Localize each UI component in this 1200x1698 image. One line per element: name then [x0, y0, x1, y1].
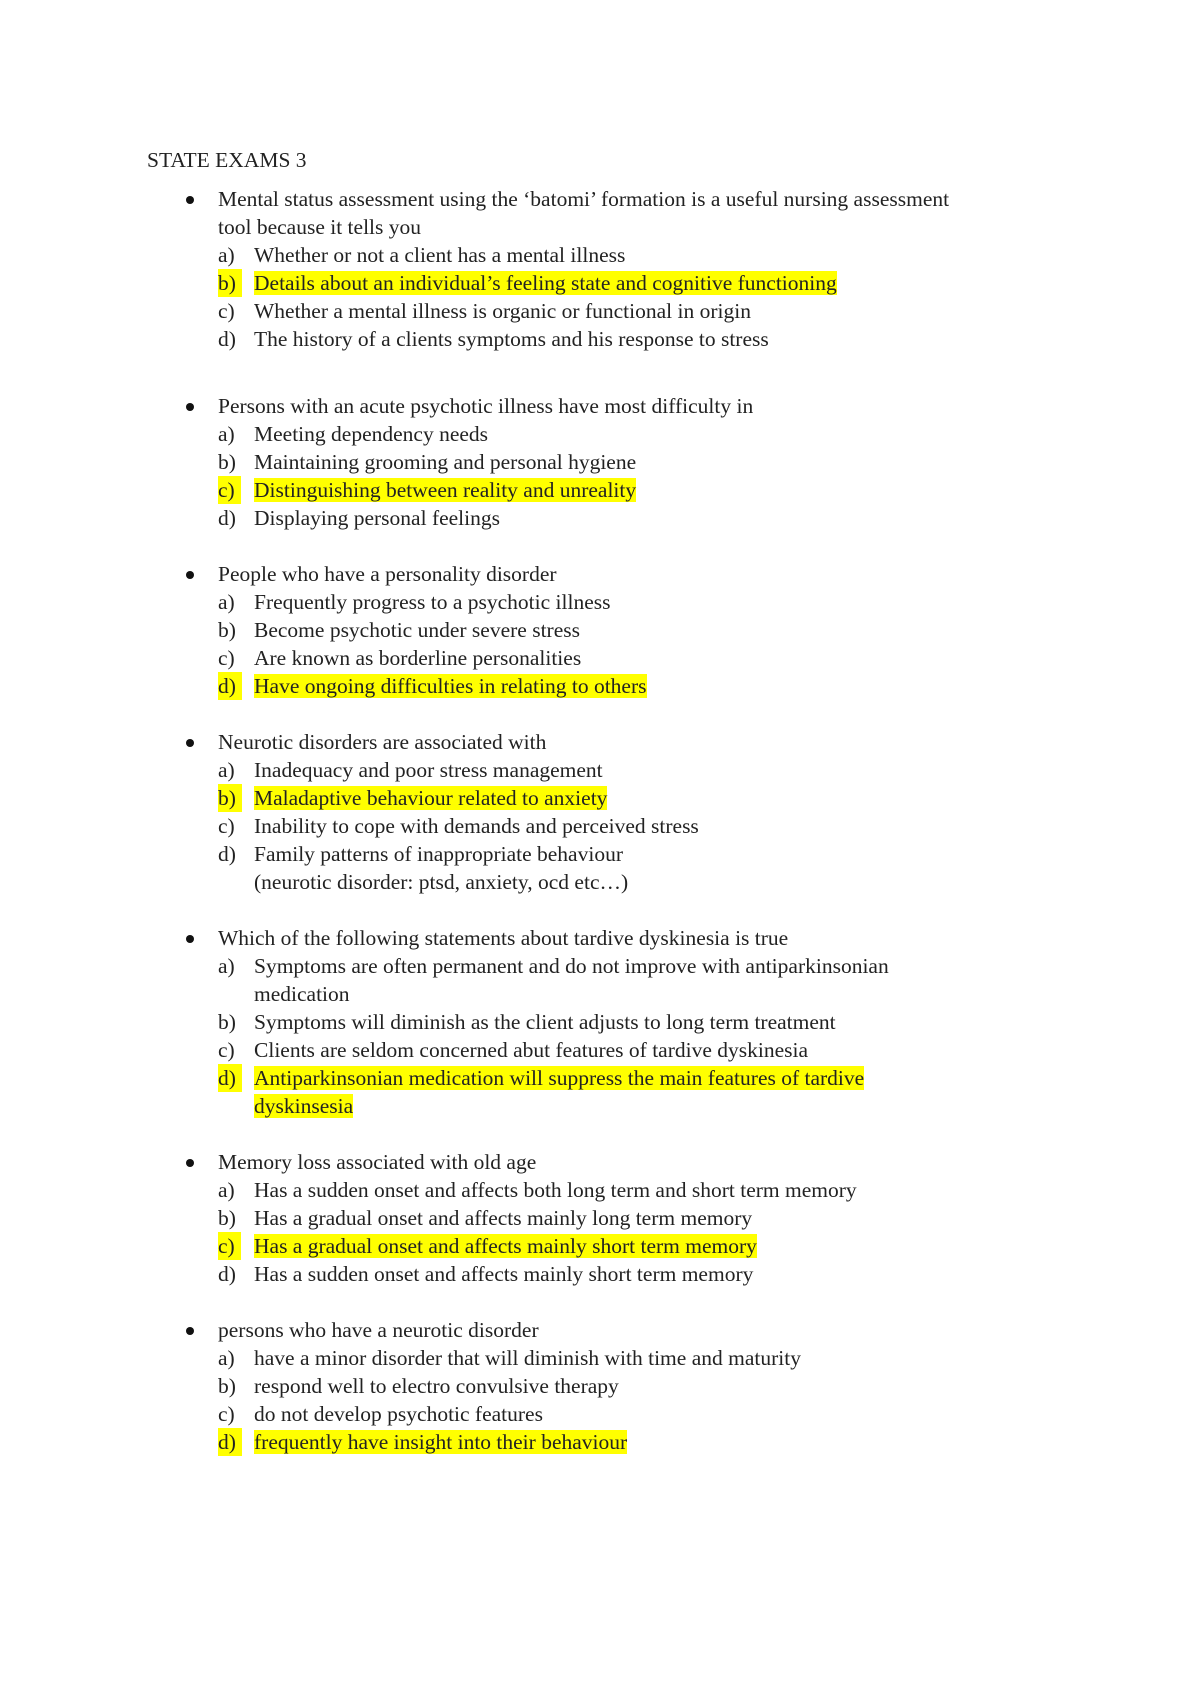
answer-option: [218, 840, 1070, 868]
option-text: The history of a clients symptoms and his response to stress: [254, 327, 769, 351]
answer-option: [218, 644, 1070, 672]
option-letter: a): [218, 243, 235, 267]
answer-option: [218, 297, 1070, 325]
option-letter: c): [218, 1402, 235, 1426]
question-block: [170, 728, 1070, 896]
option-text: Maladaptive behaviour related to anxiety: [254, 786, 608, 810]
answer-option: [218, 1260, 1070, 1288]
answer-option-highlighted: [218, 1092, 1070, 1120]
answer-option: [218, 812, 1070, 840]
answer-option: [218, 980, 1070, 1008]
bullet-icon: [186, 739, 194, 747]
option-text: Whether or not a client has a mental illness: [254, 243, 626, 267]
option-text: Meeting dependency needs: [254, 422, 489, 446]
option-text: Clients are seldom concerned abut features of tardive dyskinesia: [254, 1038, 809, 1062]
option-letter: a): [218, 758, 235, 782]
question-stem: Which of the following statements about tardive dyskinesia is true: [218, 926, 789, 950]
option-text: have a minor disorder that will diminish with time and maturity: [254, 1346, 801, 1370]
option-text: Has a sudden onset and affects mainly short term memory: [254, 1262, 754, 1286]
option-letter: a): [218, 422, 235, 446]
option-letter: b): [218, 618, 236, 642]
bullet-icon: [186, 571, 194, 579]
option-letter: a): [218, 590, 235, 614]
option-letter: c): [218, 1232, 241, 1260]
option-letter: c): [218, 299, 235, 323]
question-stem: People who have a personality disorder: [218, 562, 557, 586]
bullet-icon: [186, 196, 194, 204]
bullet-icon: [186, 1327, 194, 1335]
bullet-icon: [186, 1159, 194, 1167]
option-text: Become psychotic under severe stress: [254, 618, 580, 642]
option-letter: b): [218, 1374, 236, 1398]
option-text: Has a gradual onset and affects mainly long term memory: [254, 1206, 753, 1230]
answer-option-highlighted: [218, 1232, 1070, 1260]
option-letter: c): [218, 1038, 235, 1062]
option-text: Maintaining grooming and personal hygiene: [254, 450, 637, 474]
option-text: Symptoms will diminish as the client adjusts to long term treatment: [254, 1010, 836, 1034]
bullet-icon: [186, 403, 194, 411]
answer-option: [218, 756, 1070, 784]
option-text: Are known as borderline personalities: [254, 646, 582, 670]
answer-option-highlighted: [218, 1064, 1070, 1092]
answer-option-highlighted: [218, 476, 1070, 504]
option-text: frequently have insight into their behaviour: [254, 1430, 628, 1454]
option-text: Inability to cope with demands and perceived stress: [254, 814, 699, 838]
option-letter: d): [218, 1064, 242, 1092]
answer-option: [218, 504, 1070, 532]
option-letter: b): [218, 1206, 236, 1230]
question-note: (neurotic disorder: ptsd, anxiety, ocd etc…): [254, 870, 629, 894]
bullet-icon: [186, 935, 194, 943]
question-stem: tool because it tells you: [218, 215, 422, 239]
option-letter: d): [218, 672, 242, 700]
option-letter: b): [218, 784, 242, 812]
question-stem: Persons with an acute psychotic illness have most difficulty in: [218, 394, 754, 418]
question-block: [170, 185, 1070, 353]
option-text: Have ongoing difficulties in relating to others: [254, 674, 647, 698]
question-stem: Memory loss associated with old age: [218, 1150, 537, 1174]
question-block: [170, 1316, 1070, 1456]
option-letter: d): [218, 1428, 242, 1456]
answer-option: [218, 325, 1070, 353]
option-text: Antiparkinsonian medication will suppress the main features of tardive: [254, 1066, 865, 1090]
answer-option: [218, 241, 1070, 269]
answer-option: [218, 952, 1070, 980]
question-block: [170, 1148, 1070, 1288]
option-text: Displaying personal feelings: [254, 506, 501, 530]
option-letter: a): [218, 1178, 235, 1202]
option-text: Has a sudden onset and affects both long term and short term memory: [254, 1178, 857, 1202]
option-text: do not develop psychotic features: [254, 1402, 543, 1426]
answer-option-highlighted: [218, 1428, 1070, 1456]
option-letter: a): [218, 1346, 235, 1370]
answer-option: [218, 1344, 1070, 1372]
option-letter: d): [218, 506, 236, 530]
option-text: dyskinsesia: [254, 1094, 354, 1118]
option-letter: d): [218, 1262, 236, 1286]
question-block: [170, 924, 1070, 1120]
option-text: Symptoms are often permanent and do not improve with antiparkinsonian: [254, 954, 889, 978]
option-letter: a): [218, 954, 235, 978]
answer-option: [218, 616, 1070, 644]
option-letter: c): [218, 646, 235, 670]
document-title: STATE EXAMS 3: [147, 148, 307, 172]
option-text: Family patterns of inappropriate behaviour: [254, 842, 623, 866]
option-letter: d): [218, 842, 236, 866]
option-letter: c): [218, 476, 241, 504]
option-text: Whether a mental illness is organic or functional in origin: [254, 299, 751, 323]
option-letter: b): [218, 450, 236, 474]
option-text: Frequently progress to a psychotic illness: [254, 590, 611, 614]
answer-option: [218, 448, 1070, 476]
question-stem: Mental status assessment using the ‘batomi’ formation is a useful nursing assessment: [218, 187, 950, 211]
question-block: [170, 392, 1070, 532]
option-letter: d): [218, 327, 236, 351]
question-block: [170, 560, 1070, 700]
option-letter: c): [218, 814, 235, 838]
question-stem: persons who have a neurotic disorder: [218, 1318, 539, 1342]
answer-option: [218, 1372, 1070, 1400]
answer-option: [218, 1036, 1070, 1064]
answer-option-highlighted: [218, 672, 1070, 700]
option-text: Has a gradual onset and affects mainly short term memory: [254, 1234, 757, 1258]
option-letter: b): [218, 269, 242, 297]
option-text: medication: [254, 982, 350, 1006]
option-text: Distinguishing between reality and unreality: [254, 478, 637, 502]
answer-option: [218, 1008, 1070, 1036]
answer-option: [218, 420, 1070, 448]
answer-option: [218, 1176, 1070, 1204]
answer-option: [218, 1204, 1070, 1232]
answer-option-highlighted: [218, 269, 1070, 297]
answer-option-highlighted: [218, 784, 1070, 812]
option-text: respond well to electro convulsive therapy: [254, 1374, 619, 1398]
answer-option: [218, 588, 1070, 616]
answer-option: [218, 1400, 1070, 1428]
option-text: Inadequacy and poor stress management: [254, 758, 603, 782]
option-letter: b): [218, 1010, 236, 1034]
option-text: Details about an individual’s feeling state and cognitive functioning: [254, 271, 837, 295]
question-stem: Neurotic disorders are associated with: [218, 730, 547, 754]
